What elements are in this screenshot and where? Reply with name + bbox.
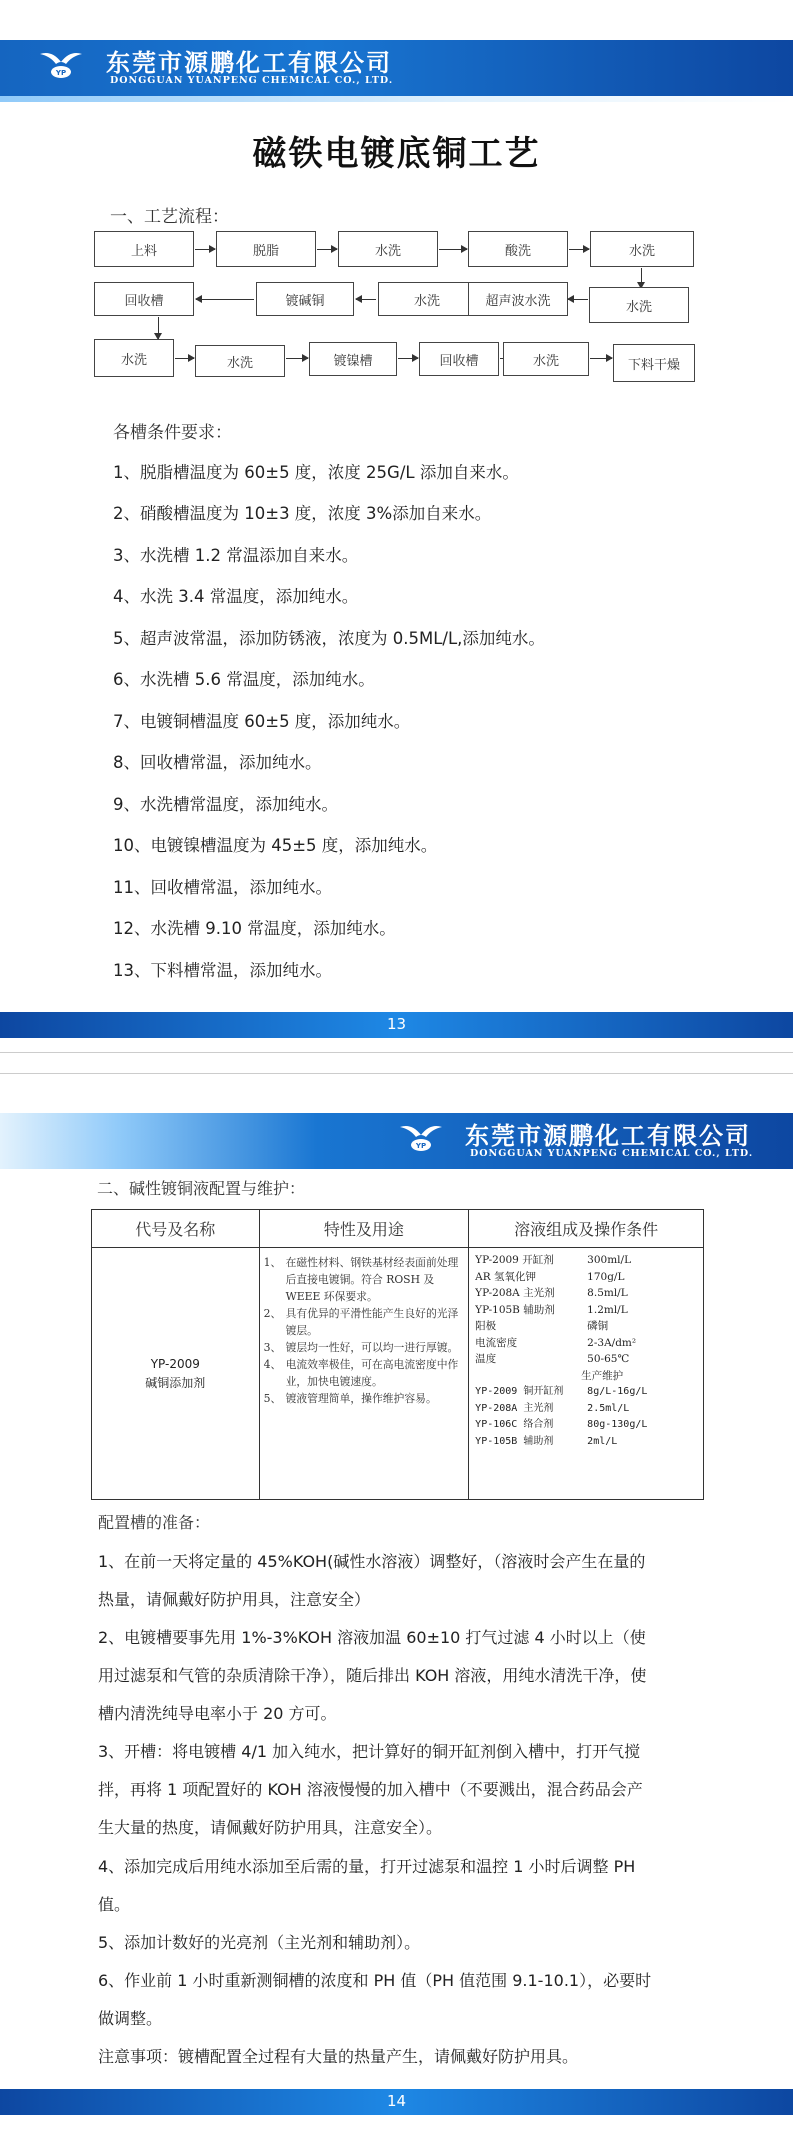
flow-step: 下料干燥 xyxy=(613,344,695,382)
condition-item: 8、回收槽常温，添加纯水。 xyxy=(113,753,322,772)
prep-step: 5、添加计数好的光亮剂（主光剂和辅助剂）。 xyxy=(98,1933,421,1952)
feature-item: 2、 具有优异的平滑性能产生良好的光泽镀层。 xyxy=(263,1307,459,1337)
page-number: 13 xyxy=(386,1015,407,1033)
condition-item: 13、下料槽常温，添加纯水。 xyxy=(113,961,332,980)
column-header: 代号及名称 xyxy=(92,1210,260,1248)
flow-step: 回收槽 xyxy=(419,342,499,376)
features-cell xyxy=(259,1248,469,1500)
flow-step: 上料 xyxy=(94,231,194,267)
specification-table xyxy=(91,1209,704,1500)
flow-step: 水洗 xyxy=(378,282,476,316)
feature-item: 4、 电流效率极佳，可在高电流密度中作业，加快电镀速度。 xyxy=(263,1358,459,1388)
company-name-cn: 东莞市源鹏化工有限公司 xyxy=(465,1122,751,1150)
flow-step: 水洗 xyxy=(195,345,285,377)
page-title: 磁铁电镀底铜工艺 xyxy=(252,134,541,174)
feature-item: 1、 在磁性材料、钢铁基材经表面前处理后直接电镀铜。符合 ROSH 及 WEEE 环保要求。 xyxy=(263,1256,459,1303)
flow-step: 脱脂 xyxy=(216,231,316,267)
flow-step: 镀镍槽 xyxy=(309,342,397,376)
flow-heading: 一、工艺流程： xyxy=(110,207,229,227)
condition-item: 4、水洗 3.4 常温度，添加纯水。 xyxy=(113,587,359,606)
condition-item: 5、超声波常温，添加防锈液，浓度为 0.5ML/L,添加纯水。 xyxy=(113,629,545,648)
features-list xyxy=(260,1248,469,1413)
eagle-logo-icon xyxy=(398,1121,444,1155)
column-header: 特性及用途 xyxy=(259,1210,469,1248)
flow-step: 水洗 xyxy=(94,339,174,377)
header-banner xyxy=(0,40,793,96)
document-page-13 xyxy=(0,0,793,1052)
condition-item: 6、水洗槽 5.6 常温度，添加纯水。 xyxy=(113,670,375,689)
page-divider xyxy=(0,1052,793,1074)
safety-note: 注意事项：镀槽配置全过程有大量的热量产生，请佩戴好防护用具。 xyxy=(98,2047,579,2066)
table-row xyxy=(92,1248,704,1500)
condition-item: 2、硝酸槽温度为 10±3 度，浓度 3%添加自来水。 xyxy=(113,504,492,523)
condition-item: 11、回收槽常温，添加纯水。 xyxy=(113,878,332,897)
composition-list: YP-2009 开缸剂 300ml/L AR 氢氧化钾 170g/L YP-208A 主光剂 8.5ml/L YP-105B 辅助剂 1.2ml/L 阳极 磷铜 电流密度 2-3A/dm² 温度 50-65℃ 生产维护 YP-2009 铜开缸剂 8g/L-16g/L YP-208A 主光剂 2.5ml/L YP-106C 络合剂 80g-130g/L YP-105B 辅助剂 2ml/L xyxy=(469,1248,703,1456)
flow-step: 水洗 xyxy=(589,287,689,323)
company-name-en: DONGGUAN YUANPENG CHEMICAL CO., LTD. xyxy=(110,75,394,86)
condition-item: 1、脱脂槽温度为 60±5 度，浓度 25G/L 添加自来水。 xyxy=(113,463,519,482)
prep-step: 2、电镀槽要事先用 1%-3%KOH 溶液加温 60±10 打气过滤 4 小时以上（使用过滤泵和气管的杂质清除干净），随后排出 KOH 溶液，用纯水清洗干净，使槽内清洗纯导电率小于 20 方可。 xyxy=(98,1628,647,1723)
flow-step: 酸洗 xyxy=(468,231,568,267)
page-footer xyxy=(0,1012,793,1038)
svg-text:YP: YP xyxy=(55,69,67,77)
prep-step: 4、添加完成后用纯水添加至后需的量，打开过滤泵和温控 1 小时后调整 PH 值。 xyxy=(98,1857,636,1914)
condition-item: 10、电镀镍槽温度为 45±5 度，添加纯水。 xyxy=(113,836,438,855)
flow-step: 水洗 xyxy=(503,342,589,376)
feature-item: 5、 镀液管理简单，操作维护容易。 xyxy=(263,1392,437,1405)
header-banner xyxy=(0,1113,793,1169)
svg-text:YP: YP xyxy=(415,1142,427,1150)
prep-step: 3、开槽：将电镀槽 4/1 加入纯水，把计算好的铜开缸剂倒入槽中，打开气搅拌，再将 1 项配置好的 KOH 溶液慢慢的加入槽中（不要溅出，混合药品会产生大量的热度，请佩戴好防护用具，注意安全）。 xyxy=(98,1742,643,1837)
composition-cell xyxy=(469,1248,704,1500)
product-name: 碱铜添加剂 xyxy=(145,1375,206,1390)
feature-item: 3、 镀层均一性好，可以均一进行厚镀。 xyxy=(263,1341,459,1354)
page-number: 14 xyxy=(386,2092,407,2110)
prep-step: 1、在前一天将定量的 45%KOH(碱性水溶液）调整好，（溶液时会产生在量的热量，请佩戴好防护用具，注意安全） xyxy=(98,1552,646,1609)
condition-item: 3、水洗槽 1.2 常温添加自来水。 xyxy=(113,546,359,565)
maintenance-label: 生产维护 xyxy=(581,1369,624,1382)
table-header-row xyxy=(92,1210,704,1248)
flow-step: 回收槽 xyxy=(94,282,194,316)
page-footer xyxy=(0,2089,793,2115)
flow-step: 镀碱铜 xyxy=(256,282,354,316)
prep-heading: 配置槽的准备： xyxy=(98,1513,211,1532)
prep-step: 6、作业前 1 小时重新测铜槽的浓度和 PH 值（PH 值范围 9.1-10.1），必要时做调整。 xyxy=(98,1971,652,2028)
product-cell xyxy=(92,1248,260,1500)
condition-item: 12、水洗槽 9.10 常温度，添加纯水。 xyxy=(113,919,396,938)
conditions-heading: 各槽条件要求： xyxy=(113,423,232,443)
column-header: 溶液组成及操作条件 xyxy=(469,1210,704,1248)
flow-step: 水洗 xyxy=(590,231,694,267)
condition-item: 7、电镀铜槽温度 60±5 度，添加纯水。 xyxy=(113,712,411,731)
company-name-cn: 东莞市源鹏化工有限公司 xyxy=(106,49,392,77)
flow-step: 超声波水洗 xyxy=(468,282,568,316)
section-heading: 二、碱性镀铜液配置与维护： xyxy=(97,1179,306,1198)
flow-step: 水洗 xyxy=(338,231,438,267)
product-code: YP-2009 xyxy=(150,1356,200,1371)
condition-item: 9、水洗槽常温度，添加纯水。 xyxy=(113,795,338,814)
eagle-logo-icon xyxy=(38,48,84,82)
company-name-en: DONGGUAN YUANPENG CHEMICAL CO., LTD. xyxy=(470,1148,754,1159)
